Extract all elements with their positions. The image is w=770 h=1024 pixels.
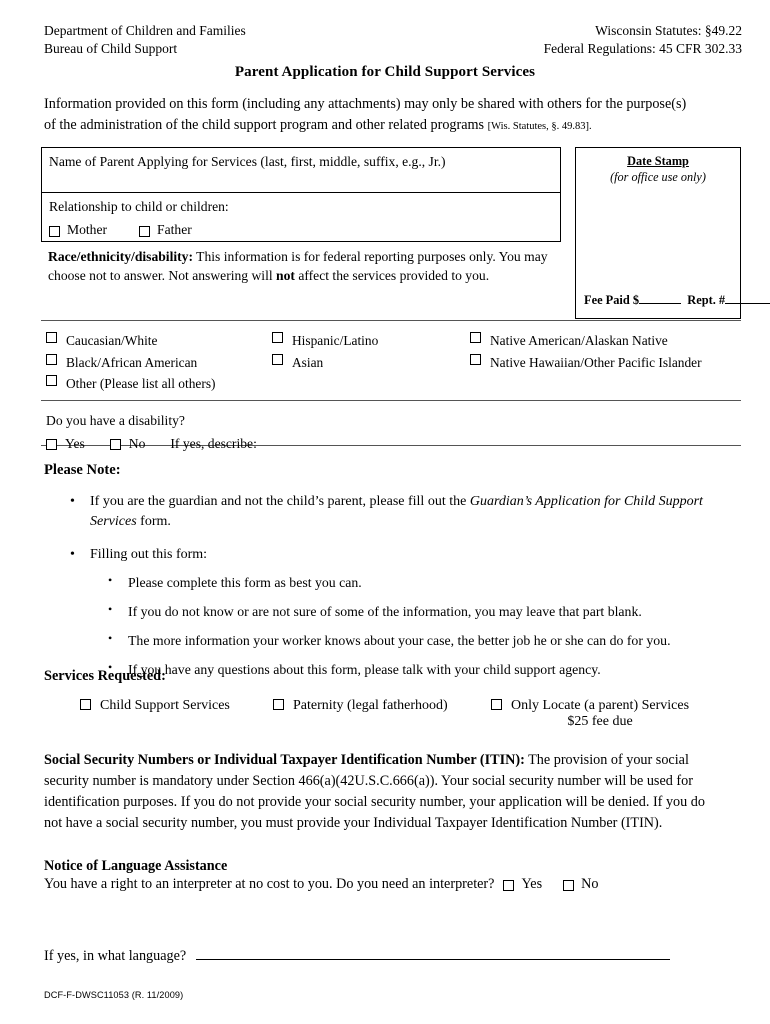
checkbox-native-american-alaskan[interactable]: [470, 332, 481, 343]
race-option-asian-label: Asian: [292, 354, 324, 370]
checkbox-hispanic-latino[interactable]: [272, 332, 283, 343]
race-option-native-american[interactable]: [470, 331, 702, 351]
date-stamp-box: [575, 147, 741, 319]
checkbox-mother[interactable]: [49, 226, 60, 237]
which-language-input[interactable]: [196, 946, 670, 960]
race-column-1: [46, 331, 216, 396]
form-number-footer: DCF-F-DWSC11053 (R. 11/2009): [44, 990, 184, 1000]
note-bullet-guardian-pre: If you are the guardian and not the child’s parent, please fill out the: [90, 494, 470, 509]
race-option-asian[interactable]: [272, 353, 378, 373]
privacy-notice: [44, 94, 700, 135]
fee-paid-row: [584, 293, 770, 308]
race-column-2: [272, 331, 378, 374]
services-requested-heading: Services Requested:: [44, 668, 166, 684]
receipt-number-blank[interactable]: [725, 303, 770, 304]
date-stamp-subtitle: (for office use only): [610, 170, 706, 184]
disability-answer-row: [46, 434, 257, 454]
privacy-notice-text: Information provided on this form (including any attachments) may only be shared with others for the purpose(s) of the administration of the child support program and other related programs: [44, 96, 687, 133]
race-option-native-hawaiian-label: Native Hawaiian/Other Pacific Islander: [490, 354, 702, 370]
service-option-only-locate-fee: $25 fee due: [567, 714, 633, 729]
note-bullet-guardian-post: form.: [136, 514, 171, 530]
service-option-child-support[interactable]: [80, 698, 230, 714]
applicant-info-box: [41, 147, 561, 242]
parent-name-label: Name of Parent Applying for Services (last, first, middle, suffix, e.g., Jr.): [49, 154, 446, 169]
race-option-native-hawaiian[interactable]: [470, 353, 702, 373]
relationship-label: Relationship to child or children:: [49, 199, 229, 214]
checkbox-disability-no[interactable]: [110, 439, 121, 450]
interpreter-question-row: [44, 876, 598, 893]
race-ethnicity-notice-emphasis: not: [276, 268, 295, 284]
relationship-options: [49, 222, 560, 238]
page-title: Parent Application for Child Support Services: [234, 64, 536, 80]
interpreter-yes-label: Yes: [521, 876, 543, 892]
note-sub-bullet-4: • If you have any questions about this form, please talk with your child support agency.: [44, 660, 744, 680]
race-option-black-label: Black/African American: [66, 354, 198, 370]
interpreter-no-label: No: [581, 876, 599, 892]
disability-describe-label[interactable]: If yes, describe:: [170, 435, 257, 451]
disability-question: Do you have a disability?: [46, 413, 185, 428]
service-option-paternity-label: Paternity (legal fatherhood): [293, 698, 448, 713]
fee-paid-blank[interactable]: [639, 303, 681, 304]
ssn-notice-heading: Social Security Numbers or Individual Taxpayer Identification Number (ITIN):: [44, 752, 525, 768]
disability-yes-label: Yes: [65, 435, 85, 451]
race-option-black[interactable]: [46, 353, 216, 373]
legal-citation-block: [544, 22, 742, 58]
ssn-notice: [44, 750, 724, 834]
checkbox-native-hawaiian-pacific[interactable]: [470, 354, 481, 365]
disability-section: [46, 411, 257, 453]
service-option-only-locate-text: [511, 698, 689, 730]
note-bullet-filling-out-label: Filling out this form:: [90, 546, 208, 562]
race-ethnicity-notice-heading: Race/ethnicity/disability:: [48, 249, 193, 264]
disability-no-label: No: [128, 435, 146, 451]
relationship-option-father-label: Father: [157, 222, 192, 237]
race-option-other[interactable]: [46, 374, 216, 394]
checkbox-child-support-services[interactable]: [80, 699, 91, 710]
race-option-hispanic-label: Hispanic/Latino: [292, 333, 379, 348]
checkbox-paternity[interactable]: [273, 699, 284, 710]
checkbox-father[interactable]: [139, 226, 150, 237]
race-option-other-label: Other (Please list all others): [66, 376, 216, 392]
divider-above-race: [41, 320, 741, 321]
wisconsin-statutes: Wisconsin Statutes: §49.22: [595, 23, 742, 38]
race-ethnicity-notice: [41, 243, 561, 286]
race-column-3: [470, 331, 702, 374]
checkbox-asian[interactable]: [272, 354, 283, 365]
note-sub-bullet-1: • Please complete this form as best you can.: [44, 573, 744, 593]
parent-name-field[interactable]: [42, 148, 560, 193]
race-option-hispanic[interactable]: [272, 331, 378, 351]
race-option-native-american-label: Native American/Alaskan Native: [490, 333, 668, 348]
race-ethnicity-notice-part1: This information is for federal reporting purposes only. You may choose not to answer. Not answering will: [48, 249, 548, 284]
note-sub-bullet-2: • If you do not know or are not sure of some of the information, you may leave that part blank.: [44, 602, 744, 622]
please-note-list: [44, 492, 744, 689]
relationship-option-father[interactable]: [139, 222, 192, 238]
service-option-paternity[interactable]: [273, 698, 448, 714]
race-option-caucasian[interactable]: [46, 331, 216, 351]
guardian-form-title: Guardian’s Application for Child Support Services: [90, 494, 703, 530]
checkbox-caucasian-white[interactable]: [46, 332, 57, 343]
receipt-number-label: Rept. #: [687, 293, 726, 307]
privacy-notice-citation: [Wis. Statutes, §. 49.83].: [487, 120, 592, 132]
checkbox-other-race[interactable]: [46, 375, 57, 386]
service-option-child-support-label: Child Support Services: [100, 698, 230, 713]
race-option-caucasian-label: Caucasian/White: [66, 333, 158, 348]
agency-block: [44, 22, 246, 58]
ssn-notice-body: The provision of your social security number is mandatory under Section 466(a)(42U.S.C.666(a)). Your social security number will be used for identification purposes. If you do not provide your social security number, your application will be denied. If you do not have a social security number, you must provide your Individual Taxpayer Identification Number (ITIN).: [44, 752, 705, 831]
please-note-heading: Please Note:: [44, 462, 121, 478]
note-bullet-filling-out: [44, 545, 744, 565]
checkbox-interpreter-yes[interactable]: [503, 880, 514, 891]
service-option-only-locate[interactable]: [491, 698, 689, 730]
relationship-field: [42, 193, 560, 241]
divider-above-disability: [41, 400, 741, 401]
relationship-option-mother-label: Mother: [67, 222, 108, 237]
relationship-option-mother[interactable]: [49, 222, 107, 238]
federal-regulations: Federal Regulations: 45 CFR 302.33: [543, 40, 742, 56]
note-bullet-guardian: [44, 492, 744, 533]
checkbox-interpreter-no[interactable]: [563, 880, 574, 891]
note-sub-bullet-3: • The more information your worker knows about your case, the better job he or she can do for you.: [44, 631, 744, 651]
language-assistance-heading: Notice of Language Assistance: [44, 858, 228, 874]
checkbox-disability-yes[interactable]: [46, 439, 57, 450]
fee-paid-label: Fee Paid $: [584, 293, 640, 307]
race-ethnicity-notice-part2: affect the services provided to you.: [294, 268, 490, 284]
checkbox-only-locate[interactable]: [491, 699, 502, 710]
page-header: [44, 22, 742, 58]
which-language-row: [44, 946, 670, 965]
date-stamp-title: Date Stamp: [627, 154, 689, 168]
agency-department: Department of Children and Families: [44, 23, 246, 38]
service-option-only-locate-label: Only Locate (a parent) Services: [511, 698, 690, 713]
agency-bureau: Bureau of Child Support: [44, 40, 178, 56]
checkbox-black-african-american[interactable]: [46, 354, 57, 365]
which-language-label: If yes, in what language?: [44, 948, 187, 964]
interpreter-statement: You have a right to an interpreter at no cost to you. Do you need an interpreter?: [44, 876, 495, 892]
